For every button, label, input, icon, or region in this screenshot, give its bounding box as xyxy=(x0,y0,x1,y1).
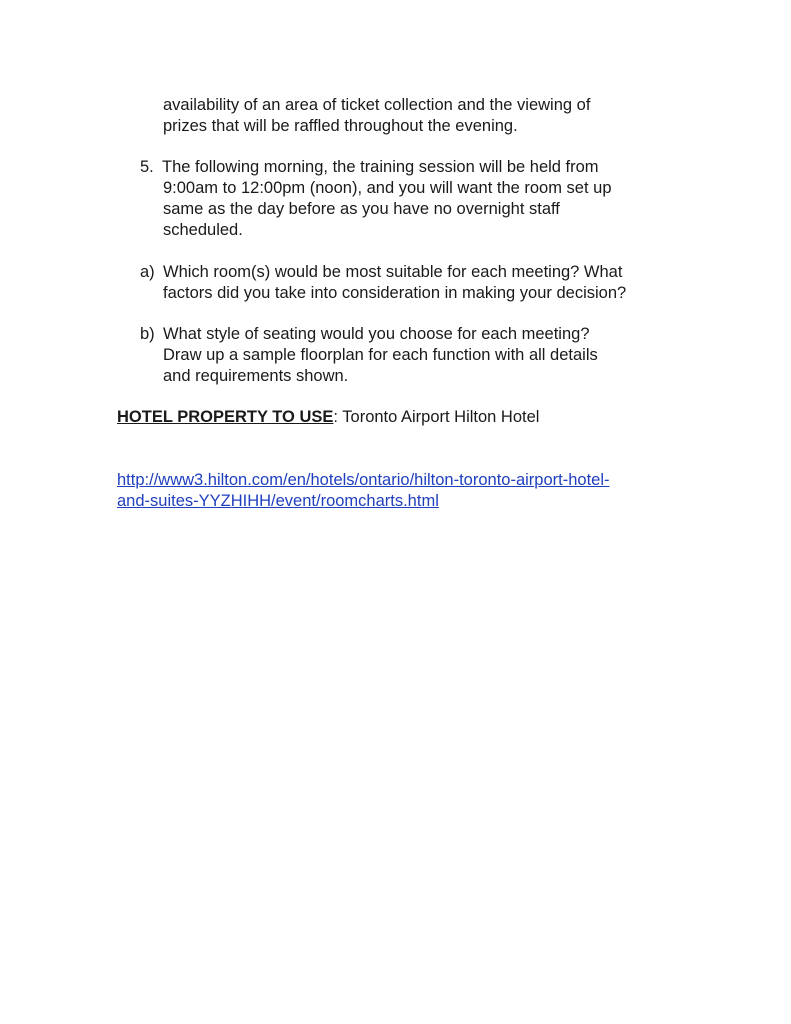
item-5-line-3: same as the day before as you have no overnight staff xyxy=(163,200,560,218)
item-5-line-4: scheduled. xyxy=(163,221,243,239)
room-charts-link-line-1[interactable] xyxy=(117,470,610,490)
item-b-line-1: What style of seating would you choose for each meeting? xyxy=(163,325,590,343)
hotel-property-line xyxy=(117,407,539,427)
room-charts-link-part-1[interactable]: http://www3.hilton.com/en/hotels/ontario/hilton-toronto-airport-hotel- xyxy=(117,471,610,489)
continued-paragraph-line-2: prizes that will be raffled throughout the evening. xyxy=(163,117,518,135)
item-a-line-1: Which room(s) would be most suitable for each meeting? What xyxy=(163,263,623,281)
item-a-marker: a) xyxy=(140,263,155,281)
item-b-line-2: Draw up a sample floorplan for each function with all details xyxy=(163,346,598,364)
item-b-line-3: and requirements shown. xyxy=(163,367,349,385)
hotel-property-label: HOTEL PROPERTY TO USE xyxy=(117,408,334,426)
hotel-property-separator: : xyxy=(333,408,338,426)
item-5-marker: 5. xyxy=(140,158,154,176)
item-5-line-1: The following morning, the training session will be held from xyxy=(162,158,599,176)
item-a-line-2: factors did you take into consideration in making your decision? xyxy=(163,284,627,302)
room-charts-link-line-2[interactable] xyxy=(117,491,439,511)
item-b-marker: b) xyxy=(140,325,155,343)
continued-paragraph-line-1: availability of an area of ticket collection and the viewing of xyxy=(163,96,591,114)
hotel-property-value: Toronto Airport Hilton Hotel xyxy=(337,408,540,426)
room-charts-link-part-2[interactable]: and-suites-YYZHIHH/event/roomcharts.html xyxy=(117,492,439,510)
item-5-line-2: 9:00am to 12:00pm (noon), and you will want the room set up xyxy=(163,179,612,197)
